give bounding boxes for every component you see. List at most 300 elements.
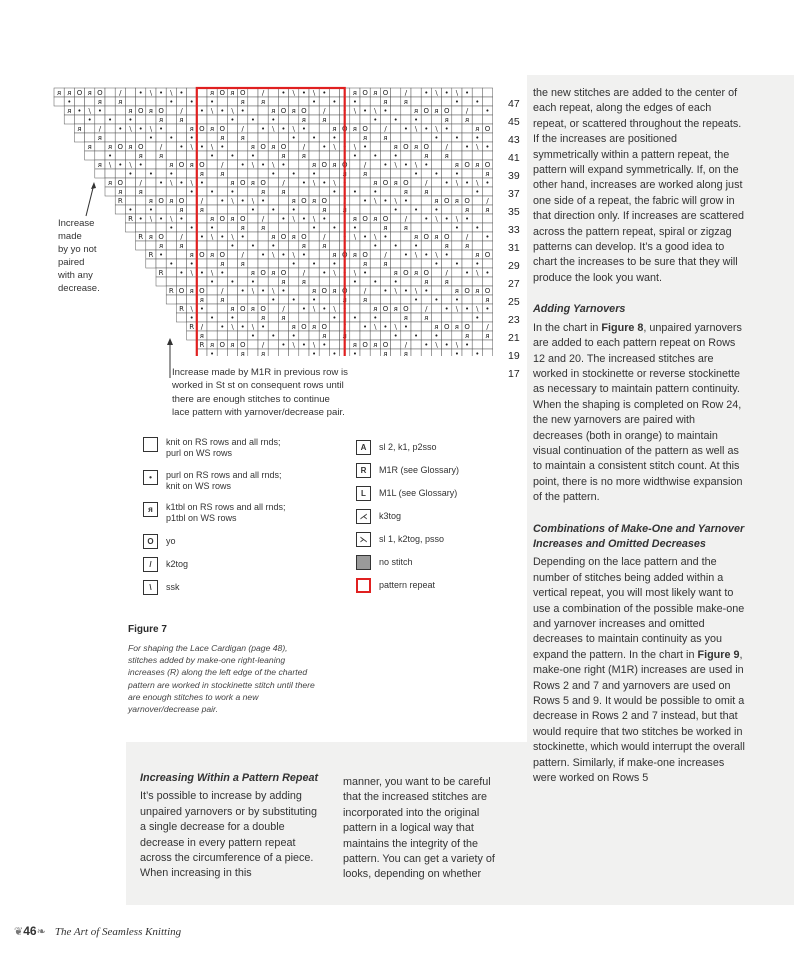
chart-symbol: \ (374, 233, 377, 241)
chart-cell (370, 268, 380, 277)
chart-cell (238, 187, 248, 196)
chart-symbol: • (393, 332, 398, 340)
chart-symbol: O (341, 161, 348, 169)
chart-symbol: • (148, 206, 153, 214)
chart-cell (207, 241, 217, 250)
chart-symbol: • (485, 233, 490, 241)
callout-arrow-left (80, 180, 123, 220)
chart-symbol: / (98, 125, 102, 133)
chart-symbol: ᴙ (383, 134, 388, 142)
chart-symbol: • (434, 260, 439, 268)
chart-cell (462, 259, 472, 268)
chart-cell (462, 169, 472, 178)
chart-symbol: \ (312, 341, 316, 349)
chart-symbol: O (484, 251, 491, 259)
chart-symbol: ᴙ (179, 116, 184, 124)
chart-symbol: ᴙ (67, 89, 72, 97)
chart-cell (227, 286, 237, 295)
chart-cell (452, 115, 462, 124)
chart-cell (329, 331, 339, 340)
chart-symbol: • (322, 269, 327, 277)
chart-symbol: ᴙ (454, 197, 460, 205)
chart-symbol: • (230, 242, 235, 250)
chart-cell (156, 277, 166, 286)
text-run: , make-one right (M1R) increases are used in Rows 2 and 7 and yarnovers are used on Rows 5 and 9. It would be possible to omit a decrease in Rows 2 and 7 instead, but that would require that two stitches be worked in stockinette, which would interrupt the overall pattern. Similarly, if make-one increases were worked on Rows 5 (533, 648, 745, 785)
chart-cell (319, 277, 329, 286)
ssk-symbol-icon: \ (143, 580, 158, 595)
chart-symbol: • (210, 152, 215, 160)
chart-cell (452, 142, 462, 151)
chart-cell (309, 151, 319, 160)
chart-cell (289, 160, 299, 169)
chart-symbol: • (322, 179, 327, 187)
sidebar-text (533, 86, 745, 786)
chart-cell (482, 340, 492, 349)
chart-symbol: ᴙ (373, 89, 378, 97)
chart-cell (391, 214, 401, 223)
chart-symbol: \ (210, 143, 214, 151)
chart-symbol: ᴙ (424, 152, 429, 160)
chart-symbol: O (464, 323, 470, 331)
chart-symbol: • (434, 134, 439, 142)
chart-symbol: \ (476, 143, 479, 151)
chart-symbol: \ (435, 125, 438, 133)
chart-symbol: • (148, 170, 153, 178)
chart-cell (401, 205, 411, 214)
chart-cell (299, 187, 309, 196)
chart-cell (187, 232, 197, 241)
chart-symbol: / (180, 107, 183, 115)
legend-text: knit on RS rows and all rnds; (166, 437, 281, 447)
chart-cell (238, 277, 248, 286)
chart-cell (452, 241, 462, 250)
chart-symbol: ᴙ (454, 161, 460, 169)
chart-cell (268, 313, 278, 322)
chart-symbol: ᴙ (209, 125, 215, 133)
chart-symbol: O (280, 269, 287, 277)
callout-line: lace pattern with yarnover/decrease pair. (172, 407, 345, 419)
chart-cell (227, 331, 237, 340)
chart-symbol: • (240, 161, 245, 169)
chart-symbol: ᴙ (413, 233, 419, 241)
chart-cell (238, 115, 248, 124)
chart-cell (370, 169, 380, 178)
chart-cell (156, 205, 166, 214)
chart-cell (146, 259, 156, 268)
chart-cell (258, 241, 268, 250)
chart-symbol: ᴙ (342, 332, 347, 340)
chart-symbol: • (444, 215, 449, 223)
chart-symbol: • (271, 170, 276, 178)
chart-symbol: ᴙ (352, 341, 358, 349)
chart-cell (74, 133, 84, 142)
chart-cell (238, 313, 248, 322)
chart-symbol: O (362, 341, 368, 349)
chart-cell (268, 259, 278, 268)
chart-cell (452, 151, 462, 160)
chart-grid (50, 86, 510, 356)
chart-symbol: ᴙ (128, 143, 133, 151)
chart-symbol: • (169, 224, 174, 232)
legend-text: p1tbl on WS rows (166, 513, 237, 523)
chart-symbol: O (403, 305, 409, 313)
chart-symbol: \ (333, 305, 336, 313)
chart-symbol: ᴙ (362, 296, 368, 304)
chart-cell (391, 88, 401, 97)
chart-symbol: ᴙ (97, 98, 103, 106)
chart-symbol: • (169, 170, 174, 178)
chart-symbol: / (282, 305, 285, 313)
chart-cell (268, 196, 278, 205)
chart-symbol: • (465, 215, 470, 223)
chart-symbol: ᴙ (281, 314, 286, 322)
chart-symbol: ᴙ (260, 98, 266, 106)
chart-cell (136, 196, 146, 205)
chart-symbol: ᴙ (403, 98, 409, 106)
chart-cell (391, 340, 401, 349)
chart-cell (115, 133, 125, 142)
row-number: 23 (508, 314, 520, 326)
chart-symbol: R (179, 305, 184, 313)
chart-symbol: • (342, 305, 347, 313)
chart-symbol: \ (435, 251, 438, 259)
chart-symbol: ᴙ (322, 116, 327, 124)
chart-cell (187, 241, 197, 250)
chart-symbol: ᴙ (179, 242, 184, 250)
chart-symbol: / (425, 179, 428, 187)
chart-cell (329, 322, 339, 331)
chart-symbol: \ (251, 287, 255, 295)
chart-symbol: O (341, 125, 348, 133)
chart-symbol: ᴙ (464, 116, 470, 124)
chart-symbol: • (352, 98, 357, 106)
chart-cell (421, 196, 431, 205)
row-number: 47 (508, 98, 520, 110)
chart-cell (370, 133, 380, 142)
chart-symbol: ᴙ (475, 287, 480, 295)
chart-symbol: • (403, 287, 408, 295)
chart-cell (85, 97, 95, 106)
callout-line: there are enough stitches to continue (172, 393, 330, 405)
chart-symbol: ᴙ (434, 233, 439, 241)
chart-symbol: • (373, 278, 378, 286)
chart-symbol: \ (374, 323, 377, 331)
chart-cell (227, 205, 237, 214)
heading-combinations: Combinations of Make-One and Yarnover Increases and Omitted Decreases (533, 522, 745, 550)
chart-symbol: • (383, 161, 388, 169)
chart-cell (95, 115, 105, 124)
sidebar-intro: the new stitches are added to the center of each repeat, along the edges of each repeat, or scattered throughout the repeats. If the increases are positioned symmetrically within a pattern repeat, the pattern will expand symmetrically. If, on the other hand, increases are worked along just one side of a repeat, the fabric will grow in that direction only. If increases are scattered across the pattern repeat, spiral or zigzag patterns can develop. It’s a good idea to chart the increases to be sure that they will produce the look you want. (533, 87, 745, 284)
chart-symbol: • (291, 206, 296, 214)
chart-symbol: \ (333, 143, 336, 151)
chart-symbol: ᴙ (322, 332, 327, 340)
chart-symbol: • (97, 107, 102, 115)
chart-cell (350, 169, 360, 178)
chart-symbol: ᴙ (485, 296, 490, 304)
chart-symbol: ᴙ (87, 89, 92, 97)
chart-symbol: \ (312, 215, 316, 223)
chart-symbol: O (199, 161, 205, 169)
chart-symbol: O (219, 251, 226, 259)
chart-cell (329, 277, 339, 286)
chart-cell (187, 151, 197, 160)
chart-cell (248, 106, 258, 115)
lace-chart (50, 86, 520, 366)
row-number: 17 (508, 368, 520, 380)
chart-symbol: ᴙ (67, 107, 72, 115)
chart-symbol: / (323, 107, 326, 115)
chart-cell (166, 232, 176, 241)
chart-symbol: • (393, 116, 398, 124)
chart-symbol: • (281, 161, 286, 169)
chart-symbol: ᴙ (413, 143, 419, 151)
chart-cell (360, 115, 370, 124)
chart-symbol: O (484, 287, 491, 295)
chart-symbol: \ (129, 125, 132, 133)
chart-symbol: • (118, 125, 123, 133)
chart-cell (187, 115, 197, 124)
chart-symbol: • (424, 215, 429, 223)
chart-cell (146, 97, 156, 106)
chart-symbol: O (301, 233, 307, 241)
chart-symbol: ᴙ (250, 305, 256, 313)
chart-cell (452, 124, 462, 133)
chart-cell (197, 97, 207, 106)
chart-symbol: O (341, 287, 348, 295)
chart-cell (421, 115, 431, 124)
chart-symbol: ᴙ (311, 161, 317, 169)
chart-cell (482, 214, 492, 223)
chart-cell (217, 178, 227, 187)
chart-symbol: / (404, 89, 408, 97)
chart-cell (360, 97, 370, 106)
chart-symbol: \ (170, 89, 173, 97)
chart-symbol: O (178, 161, 185, 169)
chart-cell (401, 169, 411, 178)
chart-symbol: O (341, 251, 348, 259)
chart-cell (105, 88, 115, 97)
chart-symbol: • (210, 314, 215, 322)
chart-cell (452, 268, 462, 277)
chart-symbol: ᴙ (393, 305, 398, 313)
chart-cell (238, 295, 248, 304)
chart-symbol: • (169, 134, 174, 142)
chart-symbol: • (454, 260, 459, 268)
chart-cell (370, 160, 380, 169)
chart-symbol: O (443, 107, 450, 115)
chart-cell (207, 295, 217, 304)
chart-cell (74, 97, 84, 106)
row-number: 39 (508, 170, 520, 182)
chart-symbol: • (148, 134, 153, 142)
chart-cell (187, 196, 197, 205)
chart-cell (289, 187, 299, 196)
chart-symbol: O (382, 89, 389, 97)
chart-symbol: O (137, 143, 144, 151)
chart-symbol: ᴙ (240, 260, 245, 268)
chart-symbol: ᴙ (332, 251, 337, 259)
chart-symbol: • (475, 314, 480, 322)
chart-symbol: O (158, 233, 164, 241)
chart-symbol: • (301, 89, 306, 97)
chart-symbol: • (271, 206, 276, 214)
row-number: 41 (508, 152, 520, 164)
chart-symbol: \ (190, 143, 193, 151)
chart-symbol: \ (292, 89, 295, 97)
chart-cell (258, 106, 268, 115)
chart-symbol: • (434, 206, 439, 214)
chart-cell (289, 223, 299, 232)
chart-symbol: • (312, 260, 317, 268)
chart-cell (391, 169, 401, 178)
chart-symbol: \ (272, 161, 275, 169)
chart-symbol: O (464, 161, 470, 169)
chart-cell (125, 187, 135, 196)
double-decrease-symbol-icon: A (356, 440, 371, 455)
chart-symbol: • (250, 278, 255, 286)
chart-symbol: ᴙ (148, 107, 154, 115)
figure-9-reference: Figure 9 (697, 648, 740, 661)
chart-symbol: • (465, 179, 470, 187)
chart-symbol: / (159, 143, 163, 151)
chart-cell (380, 313, 390, 322)
chart-symbol: O (403, 179, 409, 187)
chart-symbol: • (271, 296, 276, 304)
chart-cell (268, 304, 278, 313)
chart-cell (462, 313, 472, 322)
main-para-1: It’s possible to increase by adding unpaired yarnovers or by substituting a single decrease for a double decrease in every pattern repeat across the circumference of a piece. When increasing in this (140, 790, 318, 880)
chart-cell (258, 295, 268, 304)
chart-symbol: ᴙ (373, 305, 378, 313)
chart-symbol: • (485, 143, 490, 151)
chart-cell (431, 178, 441, 187)
chart-cell (268, 277, 278, 286)
chart-symbol: ᴙ (179, 206, 184, 214)
chart-cell (442, 169, 452, 178)
chart-cell (370, 142, 380, 151)
chart-cell (248, 349, 258, 356)
legend-text: purl on WS rows (166, 448, 233, 458)
chart-symbol: \ (374, 107, 377, 115)
chart-symbol: O (484, 161, 491, 169)
chart-symbol: • (383, 197, 388, 205)
chart-cell (299, 259, 309, 268)
chart-symbol: • (465, 143, 470, 151)
chart-cell (319, 133, 329, 142)
chart-symbol: O (219, 125, 226, 133)
chart-cell (350, 322, 360, 331)
callout-line: made (58, 231, 82, 242)
chart-symbol: • (281, 251, 286, 259)
chart-cell (299, 223, 309, 232)
chart-symbol: \ (435, 341, 438, 349)
chart-symbol: R (138, 233, 144, 241)
chart-cell (350, 115, 360, 124)
chart-symbol: O (260, 305, 266, 313)
chart-symbol: ᴙ (291, 107, 296, 115)
chart-symbol: • (210, 278, 215, 286)
chart-symbol: \ (231, 107, 234, 115)
chart-cell (217, 115, 227, 124)
chart-cell (105, 106, 115, 115)
chart-cell (462, 349, 472, 356)
chart-cell (136, 205, 146, 214)
chart-cell (299, 349, 309, 356)
chart-symbol: R (148, 251, 154, 259)
knit-symbol-icon (143, 437, 158, 452)
chart-cell (472, 214, 482, 223)
chart-symbol: / (180, 233, 183, 241)
chart-cell (197, 241, 207, 250)
chart-symbol: • (189, 134, 194, 142)
chart-symbol: ᴙ (250, 269, 256, 277)
chart-cell (217, 331, 227, 340)
chart-cell (442, 331, 452, 340)
chart-cell (482, 97, 492, 106)
chart-cell (299, 295, 309, 304)
chart-symbol: • (485, 107, 490, 115)
text-run: In the chart in (533, 321, 602, 334)
chart-symbol: O (199, 125, 205, 133)
chart-cell (319, 250, 329, 259)
chart-cell (146, 151, 156, 160)
chart-symbol: • (240, 107, 245, 115)
chart-cell (309, 241, 319, 250)
chart-cell (115, 169, 125, 178)
chart-cell (85, 124, 95, 133)
chart-symbol: ᴙ (342, 170, 347, 178)
chart-symbol: ᴙ (220, 170, 225, 178)
chart-symbol: ᴙ (199, 170, 205, 178)
chart-symbol: \ (353, 269, 357, 277)
chart-symbol: • (363, 323, 368, 331)
chart-cell (431, 223, 441, 232)
chart-symbol: ᴙ (373, 341, 378, 349)
legend-text: k1tbl on RS rows and all rnds; (166, 502, 286, 512)
chart-symbol: ᴙ (240, 350, 245, 356)
chart-symbol: ᴙ (271, 233, 276, 241)
chart-cell (421, 97, 431, 106)
chart-cell (156, 97, 166, 106)
chart-cell (268, 88, 278, 97)
page-number: 46 (23, 924, 37, 938)
chart-cell (360, 331, 370, 340)
chart-cell (380, 115, 390, 124)
chart-cell (278, 259, 288, 268)
chart-cell (442, 160, 452, 169)
chart-symbol: • (250, 152, 255, 160)
chart-cell (299, 286, 309, 295)
chart-symbol: ᴙ (250, 143, 256, 151)
chart-symbol: • (281, 341, 286, 349)
chart-cell (187, 277, 197, 286)
chart-symbol: \ (272, 125, 275, 133)
row-number: 33 (508, 224, 520, 236)
chart-cell (207, 133, 217, 142)
chart-cell (146, 187, 156, 196)
chart-cell (360, 151, 370, 160)
chart-symbol: • (301, 305, 306, 313)
chart-symbol: • (454, 224, 459, 232)
chart-cell (176, 187, 186, 196)
legend-text: M1L (see Glossary) (379, 488, 458, 498)
row-number: 37 (508, 188, 520, 200)
chart-symbol: ᴙ (271, 143, 276, 151)
chart-symbol: ᴙ (230, 215, 235, 223)
chart-cell (248, 340, 258, 349)
chart-cell (380, 187, 390, 196)
chart-symbol: • (424, 251, 429, 259)
